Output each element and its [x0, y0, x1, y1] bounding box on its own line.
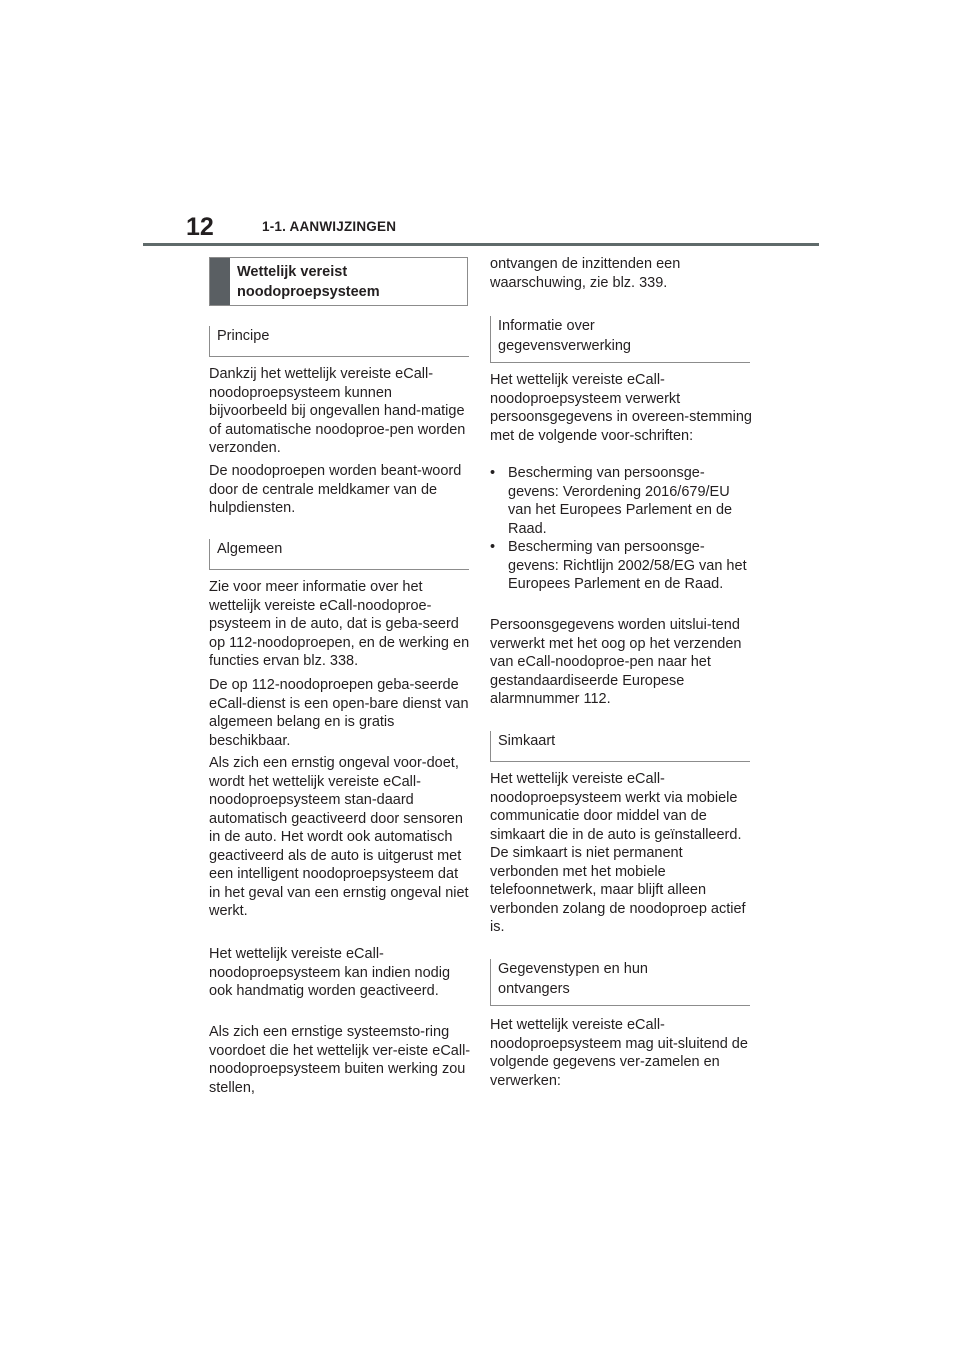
subheading-rule [491, 1005, 750, 1006]
algemeen-paragraph-3: Als zich een ernstig ongeval voor-doet, wordt het wettelijk vereiste eCall-noodoproepsysteem stan-daard automatisch geactiveerd door sensoren in de auto. Het wordt ook automatisch geactiveerd als de auto is uitgerust met een intelligent noodoproepsysteem dat in het geval van een ernstig ongeval niet werkt. [209, 755, 469, 919]
subheading-gegevenstypen [490, 959, 749, 1006]
continuation-paragraph: ontvangen de inzittenden een waarschuwing, zie blz. 339. [490, 256, 681, 291]
subheading-rule [491, 362, 750, 363]
header-divider [143, 243, 819, 246]
subheading-simkaart [490, 731, 749, 762]
gegevenstypen-paragraph: Het wettelijk vereiste eCall-noodoproepsysteem mag uit-sluitend de volgende gegevens ver-zamelen en verwerken: [490, 1017, 748, 1089]
subheading-algemeen-label: Algemeen [217, 541, 283, 557]
algemeen-paragraph-4: Het wettelijk vereiste eCall-noodoproepsysteem kan indien nodig ook handmatig worden geactiveerd. [209, 946, 451, 999]
bullet-item [490, 464, 752, 538]
bullet-item [490, 538, 752, 612]
section-title-box [209, 257, 468, 306]
subheading-algemeen [209, 539, 468, 570]
section-title-bar [210, 258, 230, 305]
subheading-informatie [490, 316, 749, 363]
subheading-simkaart-label: Simkaart [498, 733, 556, 749]
algemeen-paragraph-1: Zie voor meer informatie over het wettelijk vereiste eCall-noodoproe-psysteem in de auto, dat is geba-seerd op 112-noodoproepen, en de werking en functies ervan blz. 338. [209, 579, 470, 669]
page-number: 12 [186, 213, 214, 241]
bullet-text: Bescherming van persoonsge-gevens: Richtlijn 2002/58/EG van het Europees Parlement en de Raad. [508, 539, 747, 592]
bullet-marker: • [490, 465, 496, 481]
subheading-principe [209, 326, 468, 357]
page-header [0, 0, 960, 250]
subheading-rule [491, 761, 750, 762]
subheading-rule [210, 356, 469, 357]
chapter-title: 1-1. AANWIJZINGEN [262, 219, 397, 234]
bullet-text: Bescherming van persoonsge-gevens: Verordening 2016/679/EU van het Europees Parlement en de Raad. [508, 465, 733, 537]
bullet-marker: • [490, 539, 496, 555]
algemeen-paragraph-5: Als zich een ernstige systeemsto-ring voordoet die het wettelijk ver-eiste eCall-noodoproepsysteem buiten werking zou stellen, [209, 1024, 471, 1096]
subheading-rule [210, 569, 469, 570]
subheading-informatie-label: Informatie over gegevensverwerking [498, 318, 631, 354]
algemeen-paragraph-2: De op 112-noodoproepen geba-seerde eCall-dienst is een open-bare dienst van algemeen belang en is gratis beschikbaar. [209, 677, 469, 749]
section-title: Wettelijk vereist noodoproepsysteem [237, 264, 380, 300]
principe-paragraph-2: De noodoproepen worden beant-woord door de centrale meldkamer van de hulpdiensten. [209, 463, 462, 516]
informatie-paragraph-2: Persoonsgegevens worden uitslui-tend verwerkt met het oog op het verzenden van eCall-noodoproe-pen naar het gestandaardiseerde Europese alarmnummer 112. [490, 617, 742, 707]
subheading-gegevenstypen-label: Gegevenstypen en hun ontvangers [498, 961, 648, 997]
principe-paragraph-1: Dankzij het wettelijk vereiste eCall-noodoproepsysteem kunnen bijvoorbeeld bij ongevallen hand-matige of automatische noodoproe-pen worden verzonden. [209, 366, 466, 456]
subheading-principe-label: Principe [217, 328, 270, 344]
simkaart-paragraph: Het wettelijk vereiste eCall-noodoproepsysteem werkt via mobiele communicatie door middel van de simkaart die in de auto is geïnstalleerd. De simkaart is niet permanent verbonden met het mobiele telefoonnetwerk, maar blijft alleen verbonden zolang de noodoproep actief is. [490, 771, 746, 935]
informatie-paragraph-1: Het wettelijk vereiste eCall-noodoproepsysteem verwerkt persoonsgegevens in overeen-stemming met de volgende voor-schriften: [490, 372, 752, 444]
